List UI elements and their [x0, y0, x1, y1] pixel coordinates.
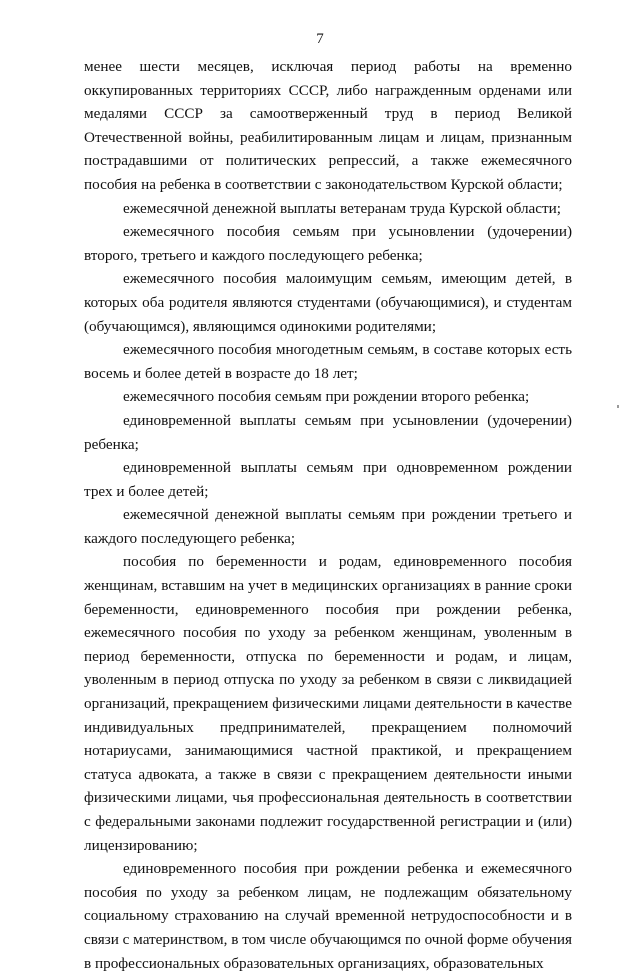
paragraph-continuation: менее шести месяцев, исключая период работы на временно оккупированных территориях СССР, либо награжденным орденами или медалями СССР за самоотверженный труд в период Великой Отечественной войны, реабилитированным лицам и лицам, признанным пострадавшими от политических репрессий, а также ежемесячного пособия на ребенка в соответствии с законодательством Курской области;: [84, 58, 572, 193]
paragraph-multiple-birth-lump-sum: единовременной выплаты семьям при одновременном рождении трех и более детей;: [84, 459, 572, 500]
page-number: 7: [316, 31, 324, 47]
paragraph-maternity-benefits: пособия по беременности и родам, единовременного пособия женщинам, вставшим на учет в медицинских организациях в ранние сроки беременности, единовременного пособия при рождении ребенка, ежемесячного пособия по уходу за ребенком женщинам, уволенным в период беременности, отпуска по беременности и родам, и лицам, уволенным в период отпуска по уходу за ребенком в связи с ликвидацией организаций, прекращением физическими лицами деятельности в качестве индивидуальных предпринимателей, прекращением полномочий нотариусами, занимающимися частной практикой, и прекращением статуса адвоката, а также в связи с прекращением деятельности иными физическими лицами, чья профессиональная деятельность в соответствии с федеральными законами подлежит государственной регистрации и (или) лицензированию;: [84, 553, 572, 854]
paragraph-birth-and-childcare-benefits: единовременного пособия при рождении ребенка и ежемесячного пособия по уходу за ребенком лицам, не подлежащим обязательному социальному страхованию на случай временной нетрудоспособности и в связи с материнством, в том числе обучающимся по очной форме обучения в профессиональных образовательных организациях, образовательных: [84, 860, 572, 972]
scan-speck: [617, 405, 619, 408]
paragraph-second-child-allowance: ежемесячного пособия семьям при рождении второго ребенка;: [123, 388, 530, 406]
paragraph-third-child-payment: ежемесячной денежной выплаты семьям при рождении третьего и каждого последующего ребенка;: [84, 506, 572, 547]
paragraph-large-family-allowance: ежемесячного пособия многодетным семьям, в составе которых есть восемь и более детей в возрасте до 18 лет;: [84, 341, 572, 382]
paragraph-low-income-allowance: ежемесячного пособия малоимущим семьям, имеющим детей, в которых оба родителя являются студентами (обучающимися), и студентам (обучающимся), являющимся одинокими родителями;: [84, 270, 572, 335]
document-body: [84, 55, 572, 975]
paragraph-veterans-payment: ежемесячной денежной выплаты ветеранам труда Курской области;: [123, 199, 562, 217]
paragraph-adoption-allowance: ежемесячного пособия семьям при усыновлении (удочерении) второго, третьего и каждого последующего ребенка;: [84, 223, 572, 264]
paragraph-adoption-lump-sum: единовременной выплаты семьям при усыновлении (удочерении) ребенка;: [84, 411, 572, 453]
